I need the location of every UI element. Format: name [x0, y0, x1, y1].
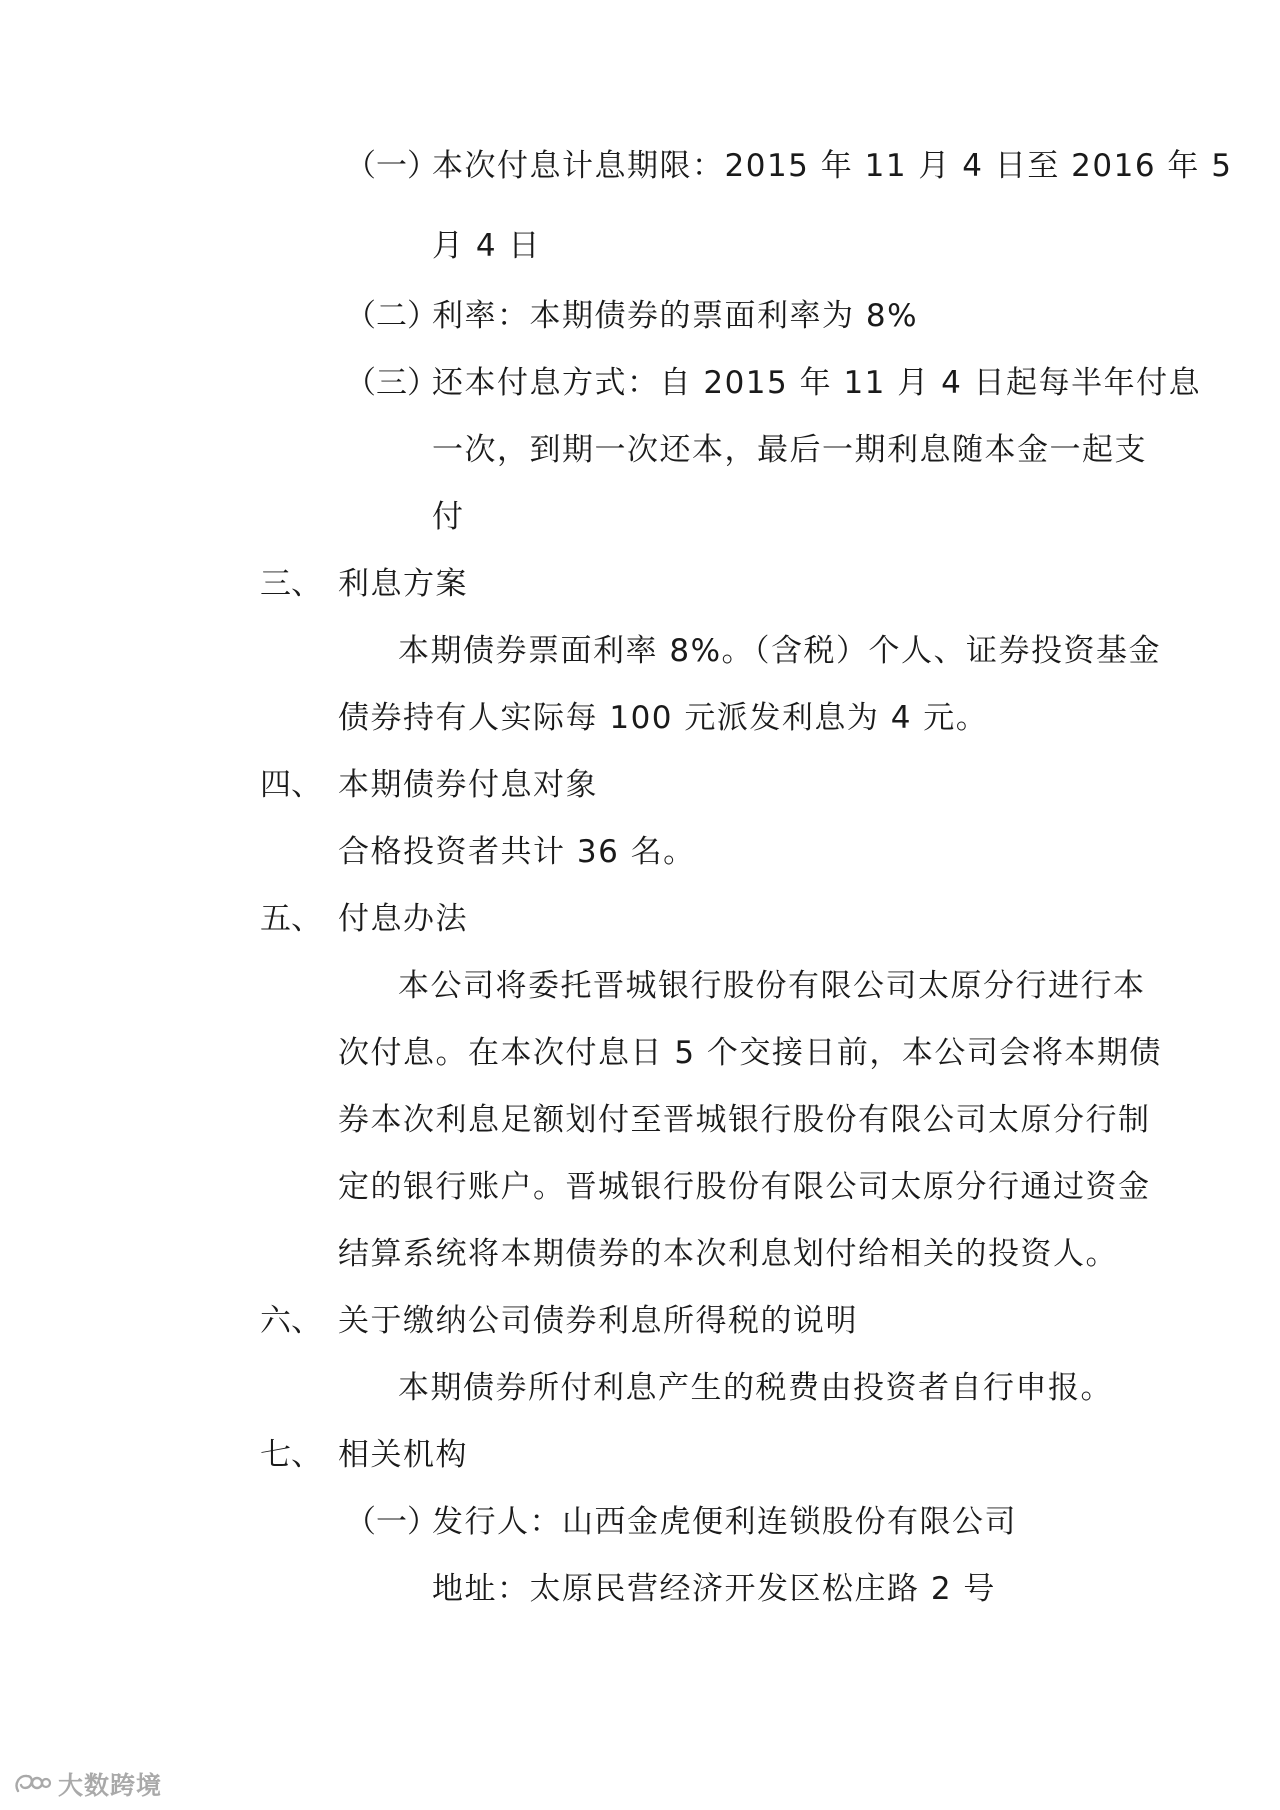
section-three-body-2: 债券持有人实际每 100 元派发利息为 4 元。	[338, 700, 989, 736]
item-3-marker: （三）	[345, 365, 438, 401]
item-1-line-2: 月 4 日	[432, 228, 541, 264]
item-2-marker: （二）	[345, 298, 438, 334]
section-four-number: 四、	[260, 767, 322, 803]
section-three-heading: 利息方案	[338, 566, 468, 602]
section-five-heading: 付息办法	[338, 901, 468, 937]
section-three-number: 三、	[260, 566, 322, 602]
section-five-body-5: 结算系统将本期债券的本次利息划付给相关的投资人。	[338, 1236, 1118, 1272]
item-3-line-1: 还本付息方式：自 2015 年 11 月 4 日起每半年付息	[432, 365, 1202, 401]
section-five-body-4: 定的银行账户。晋城银行股份有限公司太原分行通过资金	[338, 1169, 1151, 1205]
section-six-heading: 关于缴纳公司债券利息所得税的说明	[338, 1303, 858, 1339]
section-four-heading: 本期债券付息对象	[338, 767, 598, 803]
item-2-line-1: 利率：本期债券的票面利率为 8%	[432, 298, 919, 334]
section-seven-heading: 相关机构	[338, 1437, 468, 1473]
item-1-line-1: 本次付息计息期限：2015 年 11 月 4 日至 2016 年 5	[432, 148, 1233, 184]
section-three-body-1: 本期债券票面利率 8%。（含税）个人、证券投资基金	[398, 633, 1162, 669]
issuer-line: 发行人：山西金虎便利连锁股份有限公司	[432, 1504, 1017, 1540]
watermark	[12, 1768, 162, 1800]
section-five-body-3: 券本次利息足额划付至晋城银行股份有限公司太原分行制	[338, 1102, 1151, 1138]
issuer-marker: （一）	[345, 1504, 438, 1540]
section-six-body-1: 本期债券所付利息产生的税费由投资者自行申报。	[398, 1370, 1113, 1406]
section-six-number: 六、	[260, 1303, 322, 1339]
section-seven-number: 七、	[260, 1437, 322, 1473]
section-four-body-1: 合格投资者共计 36 名。	[338, 834, 696, 870]
item-3-line-3: 付	[432, 499, 465, 535]
section-five-body-2: 次付息。在本次付息日 5 个交接日前，本公司会将本期债	[338, 1035, 1162, 1071]
brand-logo-icon	[12, 1769, 52, 1799]
address-line: 地址：太原民营经济开发区松庄路 2 号	[432, 1571, 996, 1607]
watermark-text: 大数跨境	[58, 1771, 163, 1800]
section-five-body-1: 本公司将委托晋城银行股份有限公司太原分行进行本	[398, 968, 1146, 1004]
item-3-line-2: 一次，到期一次还本，最后一期利息随本金一起支	[432, 432, 1147, 468]
section-five-number: 五、	[260, 901, 322, 937]
item-1-marker: （一）	[345, 148, 438, 184]
